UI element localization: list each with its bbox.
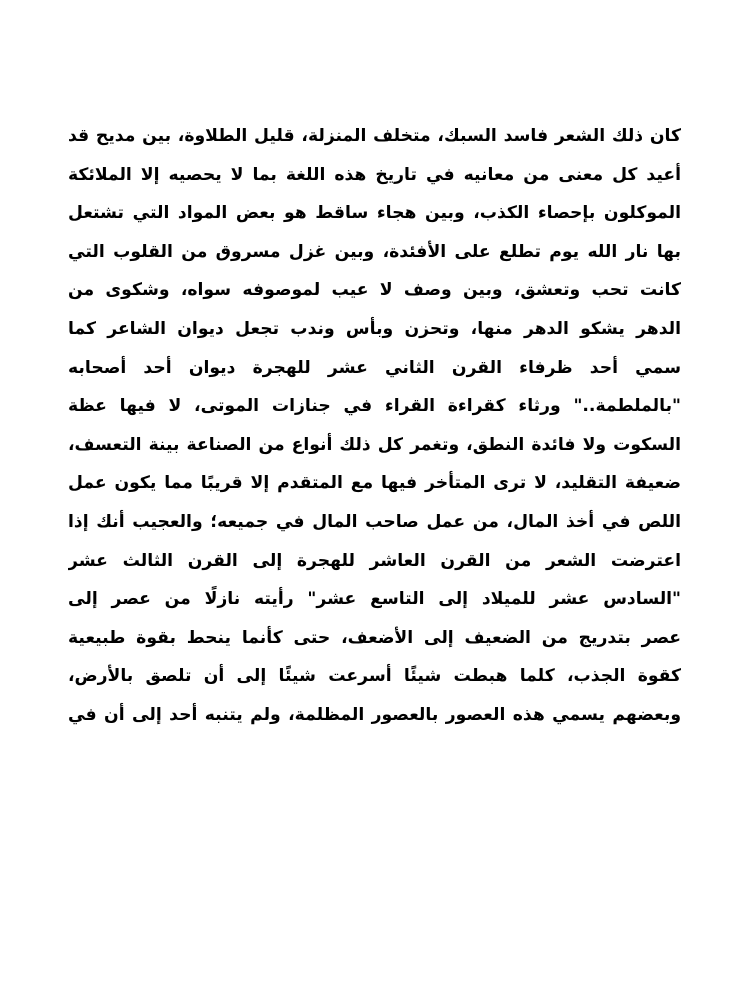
text-line: "بالملطمة.." ورثاء كقراءة القراء في جنازات الموتى، لا فيها عظة [68,396,681,417]
text-line: اللص في أخذ المال، من عمل صاحب المال في جميعه؛ والعجيب أنك إذا [68,511,681,532]
text-line: بها نار الله يوم تطلع على الأفئدة، وبين غزل مسروق من القلوب التي [68,241,681,262]
text-line: ضعيفة التقليد، لا ترى المتأخر فيها مع المتقدم إلا قريبًا مما يكون عمل [68,473,681,494]
body-paragraph [68,117,681,735]
text-line: الموكلون بإحصاء الكذب، وبين هجاء ساقط هو بعض المواد التي تشتعل [68,203,681,224]
text-line: الدهر يشكو الدهر منها، وتحزن وبأس وندب تجعل ديوان الشاعر كما [68,318,681,339]
text-line: كانت تحب وتعشق، وبين وصف لا عيب لموصوفه سواه، وشكوى من [68,280,681,301]
text-line: "السادس عشر للميلاد إلى التاسع عشر" رأيته نازلًا من عصر إلى [68,589,681,610]
text-line: السكوت ولا فائدة النطق، وتغمر كل ذلك أنواع من الصناعة بينة التعسف، [68,434,681,455]
text-line: كقوة الجذب، كلما هبطت شيئًا أسرعت شيئًا إلى أن تلصق بالأرض، [68,666,681,687]
text-line: وبعضهم يسمي هذه العصور بالعصور المظلمة، ولم يتنبه أحد إلى أن في [68,704,681,725]
text-line: اعترضت الشعر من القرن العاشر للهجرة إلى القرن الثالث عشر [68,550,681,571]
text-line: عصر بتدريج من الضعيف إلى الأضعف، حتى كأنما ينحط بقوة طبيعية [68,627,681,648]
text-line: سمي أحد ظرفاء القرن الثاني عشر للهجرة ديوان أحد أصحابه [68,357,681,378]
text-line: كان ذلك الشعر فاسد السبك، متخلف المنزلة، قليل الطلاوة، بين مديح قد [68,126,681,146]
text-line: أعيد كل معنى من معانيه في تاريخ هذه اللغة بما لا يحصيه إلا الملائكة [68,164,681,185]
